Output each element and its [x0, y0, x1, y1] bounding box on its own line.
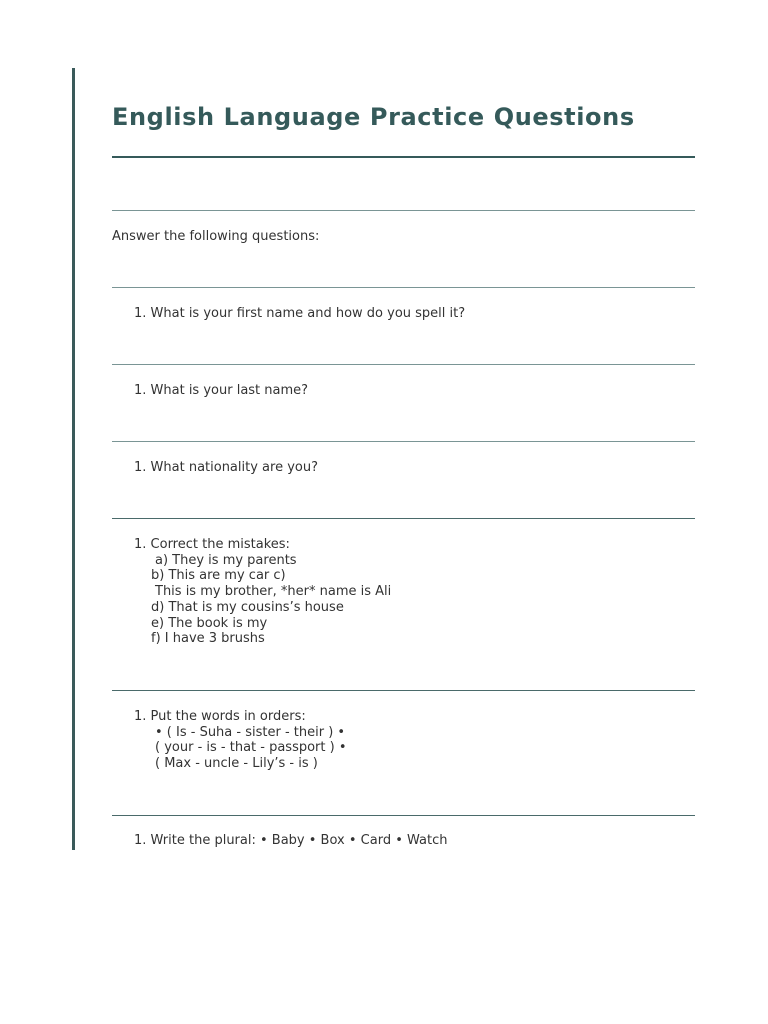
question-heading: 1. Put the words in orders:: [134, 709, 306, 724]
question-plural: 1. Write the plural: • Baby • Box • Card • Watch: [134, 833, 448, 848]
title-divider: [112, 156, 695, 158]
question-nationality: 1. What nationality are you?: [134, 460, 318, 475]
question-line: e) The book is my: [151, 615, 268, 631]
question-line: ( Max - uncle - Lily’s - is ): [155, 756, 318, 772]
section-divider: [112, 690, 695, 691]
question-line: This is my brother, *her* name is Ali: [155, 584, 392, 600]
section-divider: [112, 441, 695, 442]
section-divider: [112, 210, 695, 211]
question-line: • ( Is - Suha - sister - their ) •: [155, 724, 346, 740]
instructions-text: Answer the following questions:: [112, 229, 320, 244]
question-heading: 1. Correct the mistakes:: [134, 537, 290, 552]
section-divider: [112, 518, 695, 519]
question-first-name: 1. What is your first name and how do you spell it?: [134, 306, 466, 321]
question-last-name: 1. What is your last name?: [134, 383, 309, 398]
question-line: b) This are my car c): [151, 568, 286, 584]
left-accent-bar: [72, 68, 75, 850]
section-divider: [112, 364, 695, 365]
question-line: ( your - is - that - passport ) •: [155, 740, 347, 756]
question-line: a) They is my parents: [155, 552, 297, 568]
page-title: English Language Practice Questions: [112, 103, 635, 131]
section-divider: [112, 287, 695, 288]
section-divider: [112, 815, 695, 816]
question-line: d) That is my cousins’s house: [151, 599, 344, 615]
question-line: f) I have 3 brushs: [151, 631, 265, 647]
